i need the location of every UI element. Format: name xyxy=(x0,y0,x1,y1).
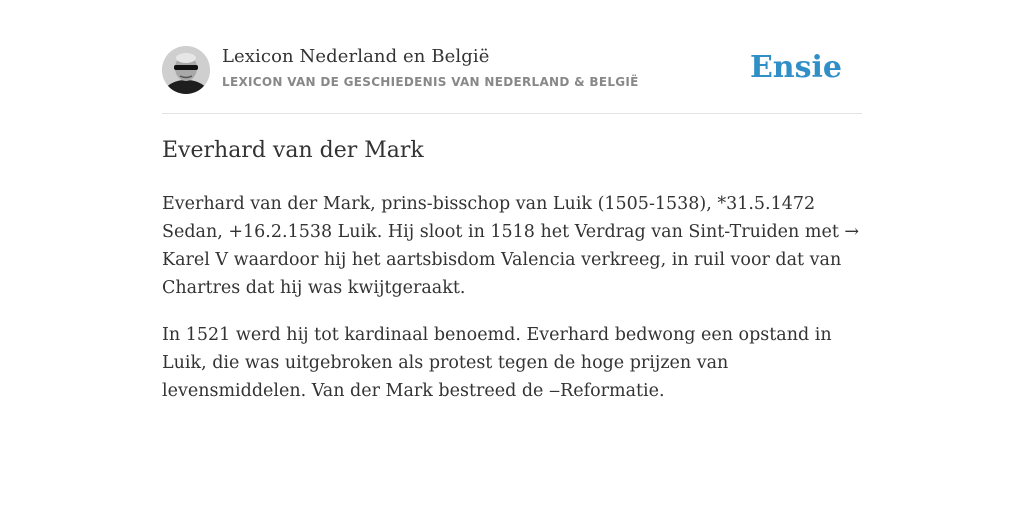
article-paragraph: In 1521 werd hij tot kardinaal benoemd. Everhard bedwong een opstand in Luik, die was uitgebroken als protest tegen de hoge prijzen van levensmiddelen. Van der Mark bestreed de ‒Reformatie. xyxy=(162,325,832,401)
site-subtitle: LEXICON VAN DE GESCHIEDENIS VAN NEDERLAND & BELGIË xyxy=(222,75,639,89)
author-avatar[interactable] xyxy=(162,46,210,94)
site-title[interactable]: Lexicon Nederland en België xyxy=(222,46,490,67)
author-portrait-icon xyxy=(162,46,210,94)
article-title: Everhard van der Mark xyxy=(162,138,424,163)
ensie-logo[interactable]: Ensie xyxy=(749,50,842,85)
header xyxy=(162,46,862,114)
article-paragraph: Everhard van der Mark, prins-bisschop van Luik (1505-1538), *31.5.1472 Sedan, +16.2.1538 Luik. Hij sloot in 1518 het Verdrag van Sint-Truiden met → Karel V waardoor hij het aartsbisdom Valencia verkreeg, in ruil voor dat van Chartres dat hij was kwijtgeraakt. xyxy=(162,194,860,298)
article-body xyxy=(162,190,862,424)
